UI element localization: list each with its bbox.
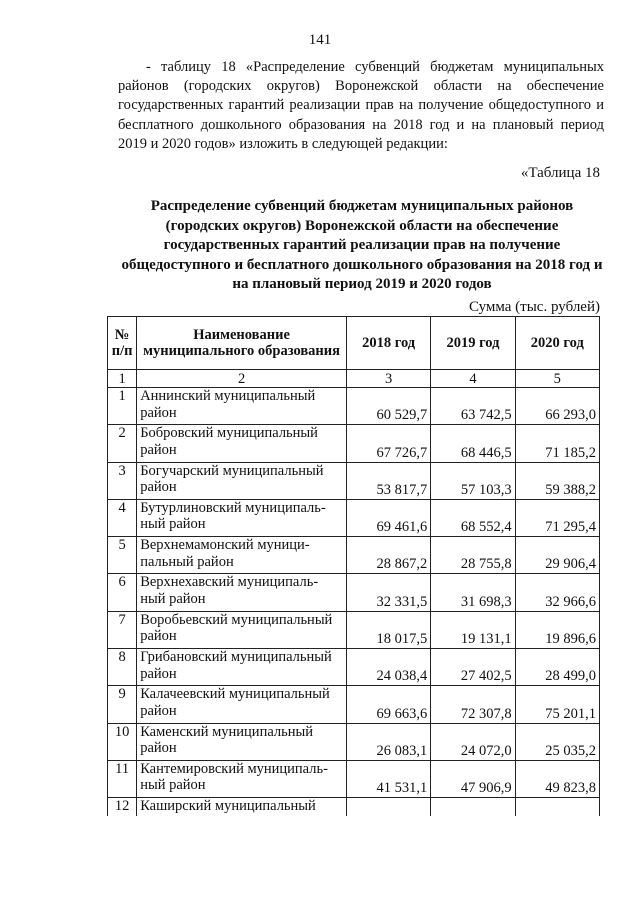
value-2019 xyxy=(431,798,515,817)
municipality-name: Воробьевский муниципальный район xyxy=(137,611,347,648)
row-number: 3 xyxy=(108,462,137,499)
table-row xyxy=(108,649,600,686)
value-2019: 57 103,3 xyxy=(431,462,515,499)
value-2018: 69 461,6 xyxy=(346,499,430,536)
value-2018: 53 817,7 xyxy=(346,462,430,499)
municipality-name: Бутурлиновский муниципаль-ный район xyxy=(137,499,347,536)
value-2019: 68 552,4 xyxy=(431,499,515,536)
municipality-name: Бобровский муниципальный район xyxy=(137,425,347,462)
table-row xyxy=(108,760,600,797)
value-2020: 49 823,8 xyxy=(515,760,599,797)
table-row xyxy=(108,537,600,574)
subvention-table xyxy=(107,316,600,816)
table-row xyxy=(108,388,600,425)
column-index: 1 xyxy=(108,370,137,388)
value-2020: 71 185,2 xyxy=(515,425,599,462)
value-2020: 75 201,1 xyxy=(515,686,599,723)
column-index: 4 xyxy=(431,370,515,388)
column-index-row xyxy=(108,370,600,388)
value-2019: 31 698,3 xyxy=(431,574,515,611)
column-index: 5 xyxy=(515,370,599,388)
header-2020: 2020 год xyxy=(515,317,599,370)
row-number: 6 xyxy=(108,574,137,611)
table-row xyxy=(108,425,600,462)
value-2020: 25 035,2 xyxy=(515,723,599,760)
value-2019: 28 755,8 xyxy=(431,537,515,574)
value-2020 xyxy=(515,798,599,817)
table-row xyxy=(108,499,600,536)
row-number: 10 xyxy=(108,723,137,760)
row-number: 11 xyxy=(108,760,137,797)
table-reference: «Таблица 18 xyxy=(520,165,600,181)
value-2019: 24 072,0 xyxy=(431,723,515,760)
table-row xyxy=(108,798,600,817)
row-number: 7 xyxy=(108,611,137,648)
units-label: Сумма (тыс. рублей) xyxy=(468,299,600,315)
header-number: № п/п xyxy=(108,317,137,370)
value-2020: 59 388,2 xyxy=(515,462,599,499)
value-2018: 28 867,2 xyxy=(346,537,430,574)
municipality-name: Грибановский муниципальный район xyxy=(137,649,347,686)
row-number: 2 xyxy=(108,425,137,462)
row-number: 4 xyxy=(108,499,137,536)
municipality-name: Верхнехавский муниципаль-ный район xyxy=(137,574,347,611)
value-2020: 29 906,4 xyxy=(515,537,599,574)
table-row xyxy=(108,723,600,760)
page-number: 141 xyxy=(308,32,332,48)
value-2019: 27 402,5 xyxy=(431,649,515,686)
value-2018: 32 331,5 xyxy=(346,574,430,611)
value-2019: 72 307,8 xyxy=(431,686,515,723)
row-number: 5 xyxy=(108,537,137,574)
value-2018: 67 726,7 xyxy=(346,425,430,462)
value-2019: 19 131,1 xyxy=(431,611,515,648)
value-2018: 18 017,5 xyxy=(346,611,430,648)
table-row xyxy=(108,611,600,648)
value-2020: 66 293,0 xyxy=(515,388,599,425)
value-2018 xyxy=(346,798,430,817)
value-2018: 69 663,6 xyxy=(346,686,430,723)
header-2018: 2018 год xyxy=(346,317,430,370)
value-2020: 28 499,0 xyxy=(515,649,599,686)
municipality-name: Аннинский муниципальный район xyxy=(137,388,347,425)
row-number: 9 xyxy=(108,686,137,723)
value-2020: 71 295,4 xyxy=(515,499,599,536)
column-index: 3 xyxy=(346,370,430,388)
value-2018: 41 531,1 xyxy=(346,760,430,797)
value-2020: 32 966,6 xyxy=(515,574,599,611)
municipality-name: Калачеевский муниципальный район xyxy=(137,686,347,723)
value-2019: 68 446,5 xyxy=(431,425,515,462)
municipality-name: Богучарский муниципальный район xyxy=(137,462,347,499)
column-index: 2 xyxy=(137,370,347,388)
municipality-name: Верхнемамонский муници-пальный район xyxy=(137,537,347,574)
value-2018: 60 529,7 xyxy=(346,388,430,425)
header-2019: 2019 год xyxy=(431,317,515,370)
value-2018: 26 083,1 xyxy=(346,723,430,760)
value-2019: 63 742,5 xyxy=(431,388,515,425)
table-row xyxy=(108,462,600,499)
table-row xyxy=(108,574,600,611)
table-row xyxy=(108,686,600,723)
municipality-name: Кантемировский муниципаль-ный район xyxy=(137,760,347,797)
table-title: Распределение субвенций бюджетам муниципальных районов (городских округов) Воронежской области на обеспечение государственных гарантий реализации прав на получение общедоступного и бесплатного дошкольного образования на 2018 год и на плановый период 2019 и 2020 годов xyxy=(121,198,603,292)
value-2020: 19 896,6 xyxy=(515,611,599,648)
value-2019: 47 906,9 xyxy=(431,760,515,797)
value-2018: 24 038,4 xyxy=(346,649,430,686)
municipality-name: Каширский муниципальный xyxy=(137,798,347,817)
row-number: 8 xyxy=(108,649,137,686)
table-header-row xyxy=(108,317,600,370)
intro-paragraph: - таблицу 18 «Распределение субвенций бюджетам муниципальных районов (городских округов) Воронежской области на обеспечение государственных гарантий реализации прав на получение общедоступного и бесплатного дошкольного образования на 2018 год и на плановый период 2019 и 2020 годов» изложить в следующей редакции: xyxy=(118,59,604,152)
header-name: Наименование муниципального образования xyxy=(137,317,347,370)
row-number: 1 xyxy=(108,388,137,425)
municipality-name: Каменский муниципальный район xyxy=(137,723,347,760)
row-number: 12 xyxy=(108,798,137,817)
